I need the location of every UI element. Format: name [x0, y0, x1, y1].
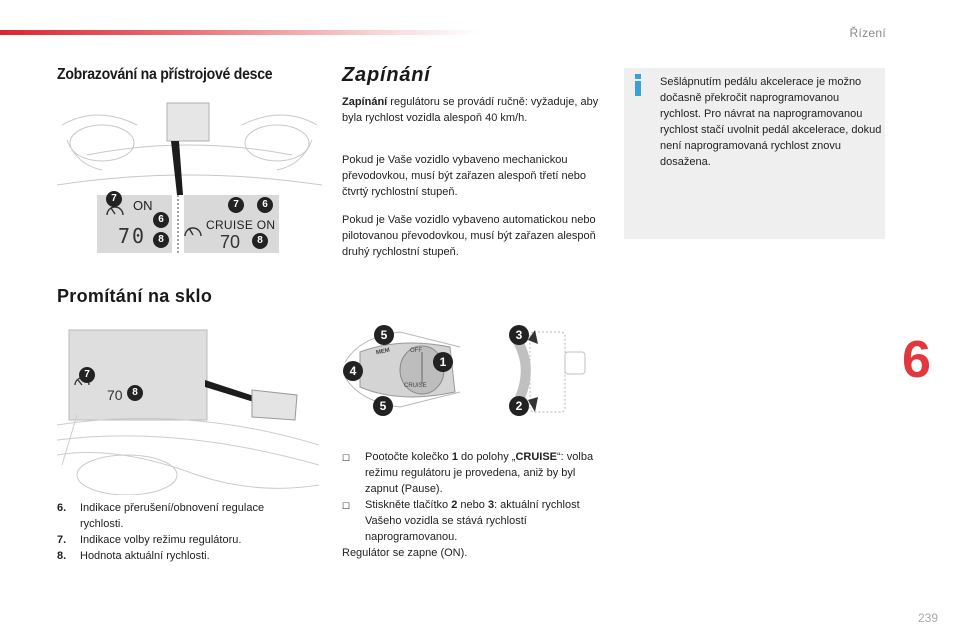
legend-number: 8. — [57, 550, 67, 562]
step-text: Pootočte kolečko 1 do polohy „CRUISE“: volba režimu regulátoru je provedena, aniž by byl zapnut (Pause). — [365, 451, 594, 495]
cluster-right-cruise-label: CRUISE ON — [206, 218, 276, 232]
badge-3: 3 — [509, 325, 529, 345]
cluster-right-speed: 70 — [220, 232, 241, 252]
speedometer-icon — [182, 218, 204, 240]
badge-4: 4 — [343, 361, 363, 381]
paragraph-switching-on-2: Pokud je Vaše vozidlo vybaveno mechanickou převodovkou, musí být zařazen alespoň třetí nebo čtvrtý rychlostní stupeň. — [342, 154, 586, 198]
hud-illustration — [57, 325, 319, 495]
cluster-left-on-label: ON — [133, 198, 153, 213]
badge-2: 2 — [509, 396, 529, 416]
badge-6: 6 — [153, 212, 169, 228]
step-result: Regulátor se zapne (ON). — [342, 547, 468, 559]
stalk-off-label: OFF — [410, 348, 422, 354]
section-title-display: Zobrazování na přístrojové desce — [57, 66, 273, 83]
step-item — [342, 449, 607, 497]
legend-list — [57, 500, 297, 564]
legend-number: 7. — [57, 534, 67, 546]
step-item — [342, 497, 607, 545]
badge-5: 5 — [374, 325, 394, 345]
legend-number: 6. — [57, 502, 67, 514]
instruction-steps — [342, 449, 607, 561]
badge-7: 7 — [106, 191, 122, 207]
cluster-left-speed: 70 — [118, 224, 147, 248]
badge-7: 7 — [79, 367, 95, 383]
hud-speed: 70 — [107, 387, 123, 403]
step-checkbox-icon: ☐ — [342, 453, 351, 463]
badge-8: 8 — [127, 385, 143, 401]
step-text: Stiskněte tlačítko 2 nebo 3: aktuální rychlost Vašeho vozidla se stává rychlostí naprogramovanou. — [365, 499, 580, 543]
legend-text: Hodnota aktuální rychlosti. — [80, 550, 210, 562]
info-icon — [632, 74, 644, 96]
badge-1: 1 — [433, 352, 453, 372]
section-title-hud: Promítání na sklo — [57, 286, 213, 306]
badge-5: 5 — [373, 396, 393, 416]
page-number: 239 — [917, 611, 938, 625]
badge-6: 6 — [257, 197, 273, 213]
info-box-text: Sešlápnutím pedálu akcelerace je možno dočasně překročit naprogramovanou rychlost. Pro návrat na naprogramovanou rychlost stačí uvolnit pedál akcelerace, dokud není naprogramovaná rychlost znovu dosažena. — [660, 76, 882, 168]
stalk-cruise-label: CRUISE — [404, 383, 427, 389]
legend-text: Indikace volby režimu regulátoru. — [80, 534, 242, 546]
badge-7: 7 — [228, 197, 244, 213]
section-title-switching-on: Zapínání — [342, 64, 431, 86]
chapter-title: Řízení — [849, 26, 886, 40]
legend-item — [57, 548, 297, 564]
legend-item — [57, 500, 297, 532]
legend-item — [57, 532, 297, 548]
header-accent-bar — [0, 30, 480, 35]
badge-8: 8 — [153, 232, 169, 248]
step-checkbox-icon: ☐ — [342, 501, 351, 511]
paragraph-switching-on-1: Zapínání regulátoru se provádí ručně: vyžaduje, aby byla rychlost vozidla alespoň 40 km/h. — [342, 96, 599, 124]
badge-8: 8 — [252, 233, 268, 249]
paragraph-switching-on-3: Pokud je Vaše vozidlo vybaveno automatickou nebo pilotovanou převodovkou, musí být zařazen alespoň druhý rychlostní stupeň. — [342, 214, 596, 258]
stalk-mem-label: MEM — [375, 347, 391, 357]
chapter-number: 6 — [902, 331, 931, 389]
legend-text: Indikace přerušení/obnovení regulace rychlosti. — [80, 502, 265, 530]
